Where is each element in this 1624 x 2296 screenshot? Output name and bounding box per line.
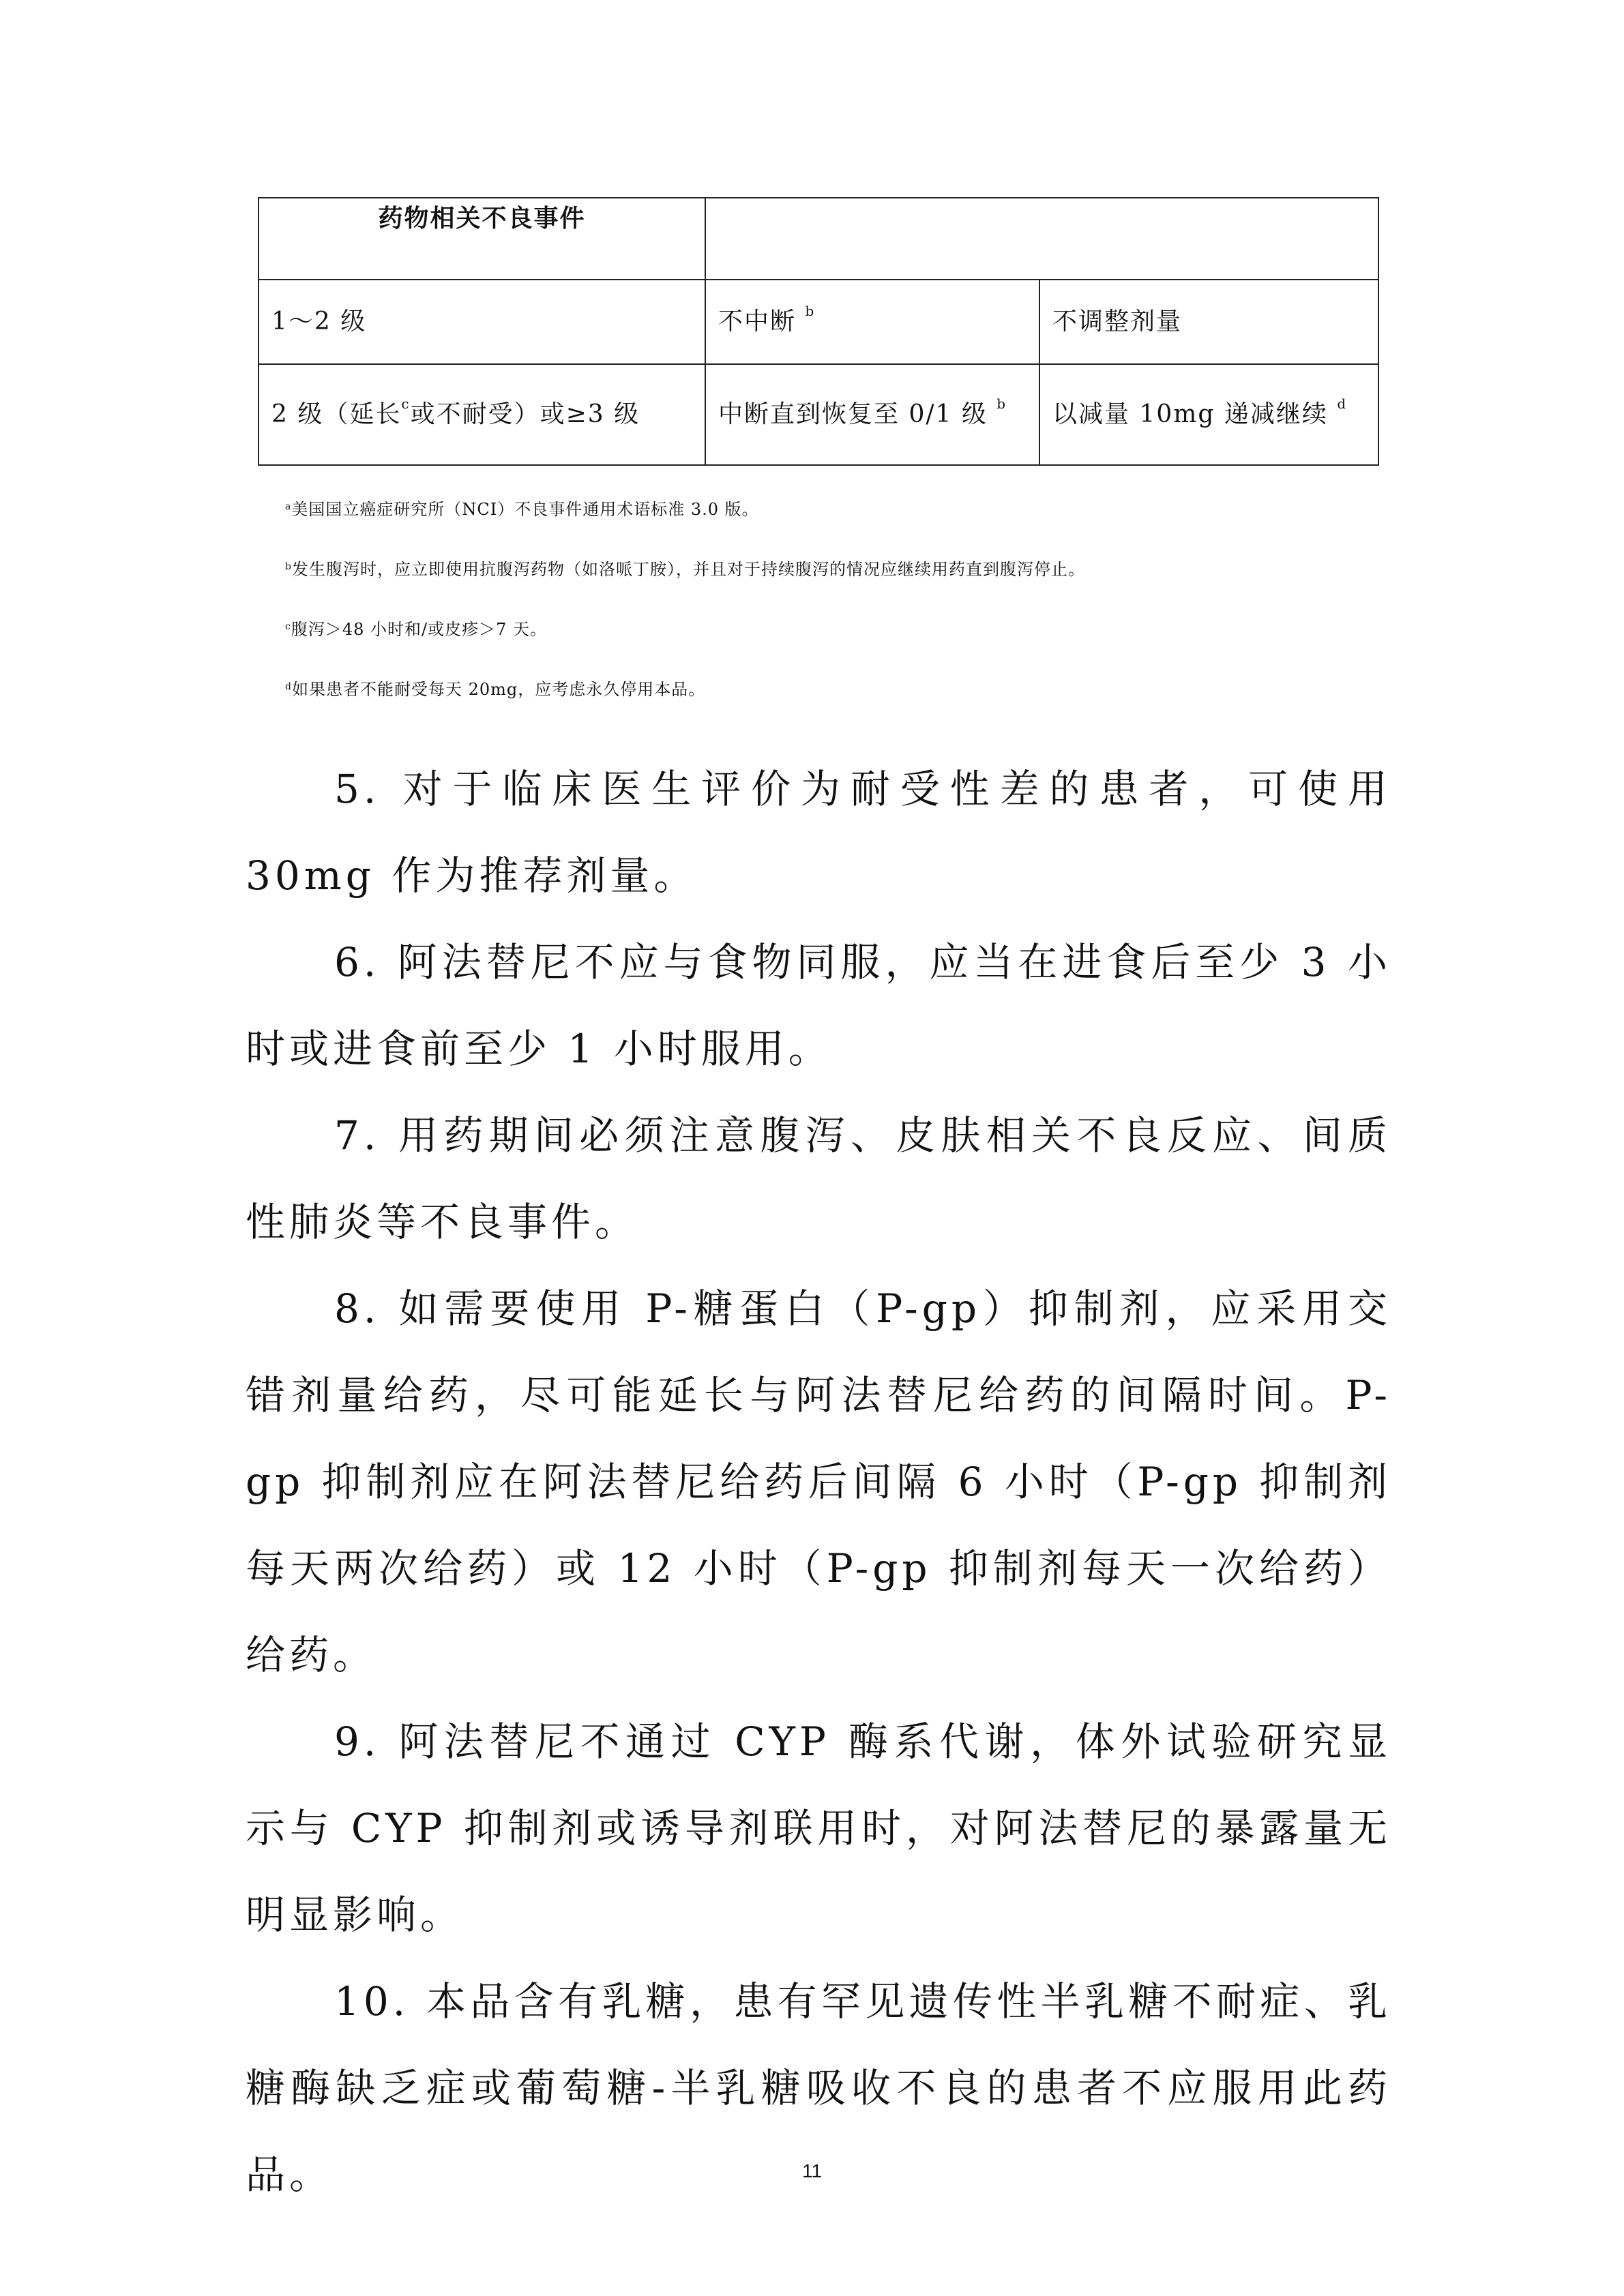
footnote: $^c$腹泻＞48 小时和/或皮疹＞7 天。: [285, 620, 547, 639]
footnote: $^d$如果患者不能耐受每天 20mg，应考虑永久停用本品。: [285, 680, 706, 699]
table-header-blank-cell: [705, 198, 1378, 280]
paragraph-5: 5. 对于临床医生评价为耐受性差的患者，可使用 30mg 作为推荐剂量。: [246, 766, 1391, 899]
paragraph-6: 6. 阿法替尼不应与食物同服，应当在进食后至少 3 小时或进食前至少 1 小时服用。: [246, 939, 1391, 1072]
table-footnotes: [285, 499, 1376, 739]
table-row: [259, 364, 1378, 465]
adverse-event-dose-table: [258, 197, 1379, 466]
paragraph-8: 8. 如需要使用 P-糖蛋白（P-gp）抑制剂，应采用交错剂量给药，尽可能延长与阿法替尼给药的间隔时间。P-gp 抑制剂应在阿法替尼给药后间隔 6 小时（P-gp 抑制剂每天两次给药）或 12 小时（P-gp 抑制剂每天一次给药）给药。: [246, 1285, 1391, 1678]
page-number: 11: [801, 2160, 823, 2181]
footnote: $^a$美国国立癌症研究所（NCI）不良事件通用术语标准 3.0 版。: [285, 500, 759, 519]
table-header-cell: 药物相关不良事件: [259, 198, 705, 280]
paragraph-7: 7. 用药期间必须注意腹泻、皮肤相关不良反应、间质性肺炎等不良事件。: [246, 1112, 1391, 1245]
body-text: [246, 746, 1391, 2218]
paragraph-10: 10. 本品含有乳糖，患有罕见遗传性半乳糖不耐症、乳糖酶缺乏症或葡萄糖-半乳糖吸收不良的患者不应服用此药品。: [246, 1978, 1391, 2198]
table-header-row: [259, 198, 1378, 280]
footnote-ref: c: [401, 396, 411, 413]
dose-cell: 以减量 10mg 递减继续 $^d$: [1039, 364, 1378, 465]
footnote-ref: d: [1337, 396, 1348, 413]
footnote-ref: b: [996, 396, 1007, 413]
paragraph-9: 9. 阿法替尼不通过 CYP 酶系代谢，体外试验研究显示与 CYP 抑制剂或诱导剂联用时，对阿法替尼的暴露量无明显影响。: [246, 1718, 1391, 1938]
dose-cell: 不调整剂量: [1039, 280, 1378, 364]
grade-cell: 2 级（延长$^c$或不耐受）或≥3 级: [259, 364, 705, 465]
table-row: [259, 280, 1378, 364]
footnote: $^b$发生腹泻时，应立即使用抗腹泻药物（如洛哌丁胺），并且对于持续腹泻的情况应继续用药直到腹泻停止。: [285, 560, 1085, 579]
action-cell: 不中断 $^b$: [705, 280, 1039, 364]
action-cell: 中断直到恢复至 0/1 级 $^b$: [705, 364, 1039, 465]
grade-cell: 1～2 级: [259, 280, 705, 364]
footnote-ref: b: [805, 303, 816, 320]
